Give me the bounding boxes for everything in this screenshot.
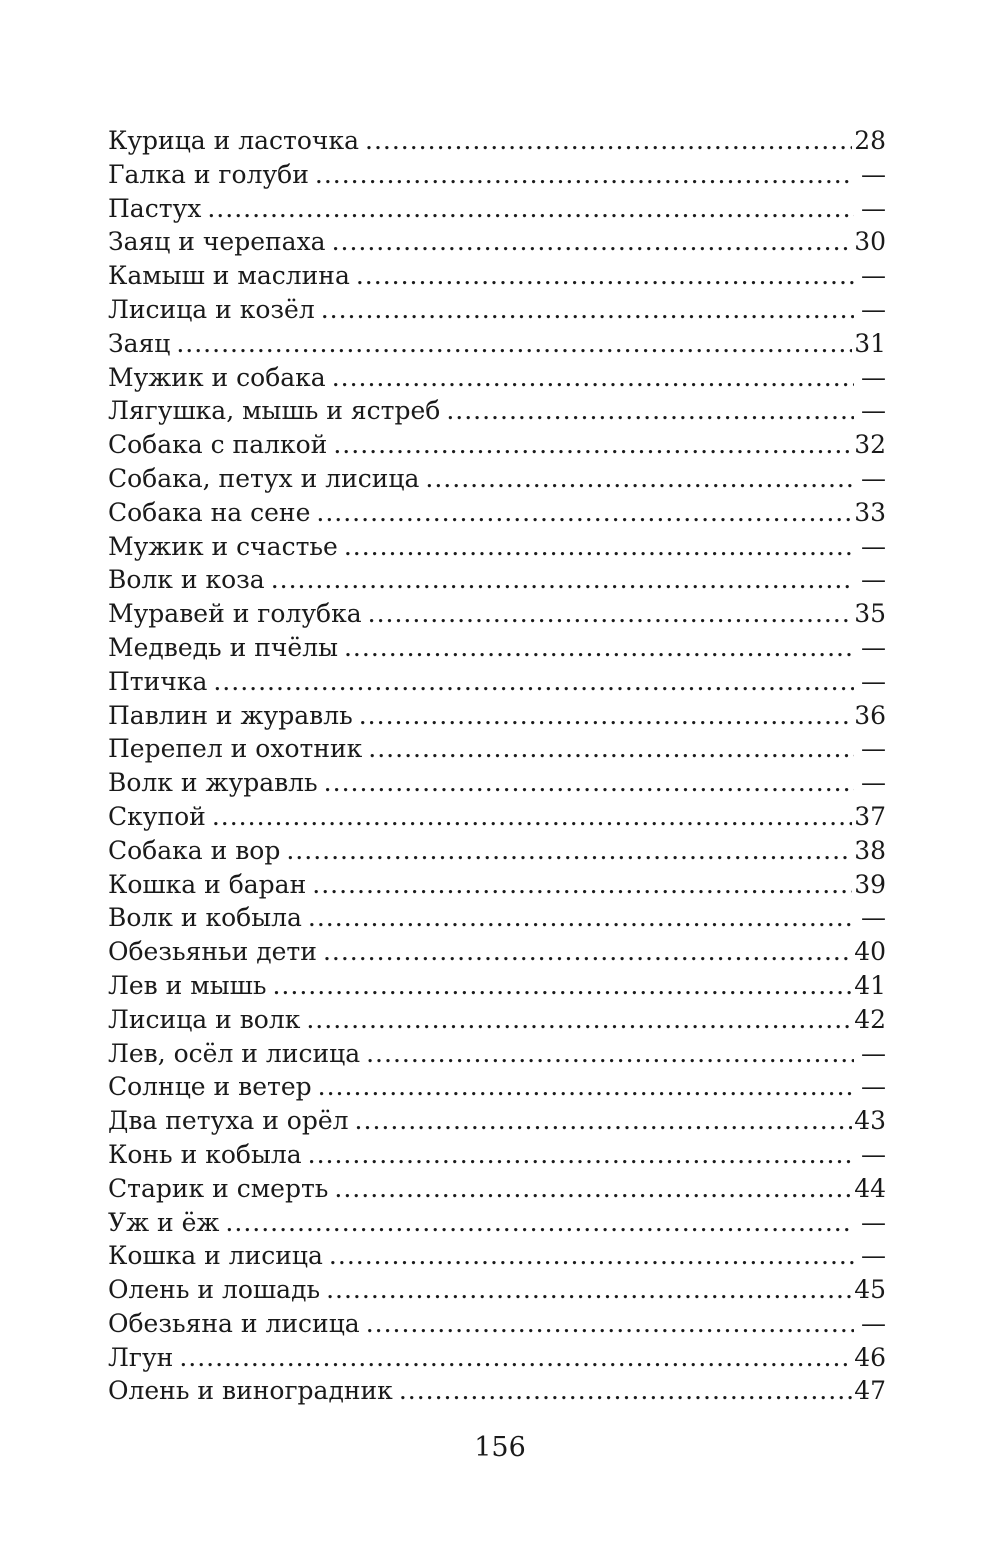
toc-entry-title: Лягушка, мышь и ястреб (108, 396, 441, 426)
toc-entry-title: Собака и вор (108, 835, 281, 865)
toc-entry-page: 32 (854, 430, 886, 460)
dot-leader (207, 192, 854, 226)
toc-entry-title: Пастух (108, 193, 202, 223)
page-number: 156 (474, 1432, 526, 1463)
toc-entry-title: Муравей и голубка (108, 599, 362, 629)
toc-entry[interactable] (108, 530, 886, 564)
toc-entry[interactable] (108, 1172, 886, 1206)
toc-entry-page: — (861, 531, 886, 561)
toc-entry[interactable] (108, 834, 886, 868)
toc-entry[interactable] (108, 428, 886, 462)
toc-entry[interactable] (108, 563, 886, 597)
dot-leader (271, 563, 854, 597)
toc-entry-title: Волк и коза (108, 565, 265, 595)
toc-entry-page: — (861, 294, 886, 324)
toc-entry[interactable] (108, 868, 886, 902)
toc-entry-page: 40 (854, 937, 886, 967)
dot-leader (344, 530, 854, 564)
dot-leader (286, 834, 852, 868)
toc-entry-page: 42 (854, 1004, 886, 1034)
toc-entry-title: Скупой (108, 801, 206, 831)
toc-entry[interactable] (108, 699, 886, 733)
toc-entry-title: Мужик и счастье (108, 531, 338, 561)
toc-entry[interactable] (108, 293, 886, 327)
toc-entry[interactable] (108, 192, 886, 226)
toc-entry-page: 43 (854, 1106, 886, 1136)
toc-entry-page: 28 (854, 126, 886, 155)
dot-leader (356, 259, 854, 293)
toc-entry-title: Камыш и маслина (108, 261, 350, 291)
toc-entry-title: Павлин и журавль (108, 700, 353, 730)
toc-entry[interactable] (108, 158, 886, 192)
toc-entry-page: — (861, 734, 886, 764)
dot-leader (425, 462, 854, 496)
toc-entry-title: Солнце и ветер (108, 1072, 312, 1102)
dot-leader (344, 631, 854, 665)
toc-entry[interactable] (108, 732, 886, 766)
toc-entry-page: 46 (854, 1342, 886, 1372)
dot-leader (359, 699, 852, 733)
dot-leader (315, 158, 854, 192)
toc-entry[interactable] (108, 597, 886, 631)
toc-entry-title: Уж и ёж (108, 1207, 220, 1237)
toc-entry[interactable] (108, 1273, 886, 1307)
dot-leader (446, 394, 854, 428)
toc-entry-title: Перепел и охотник (108, 734, 363, 764)
dot-leader (324, 766, 854, 800)
toc-entry-title: Собака на сене (108, 497, 311, 527)
toc-entry[interactable] (108, 631, 886, 665)
dot-leader (365, 124, 852, 158)
toc-entry-page: — (861, 1072, 886, 1102)
dot-leader (329, 1239, 854, 1273)
toc-entry-page: — (861, 1207, 886, 1237)
dot-leader (368, 597, 853, 631)
toc-entry[interactable] (108, 259, 886, 293)
toc-entry-title: Лисица и козёл (108, 294, 315, 324)
toc-entry-page: — (861, 362, 886, 392)
toc-entry-page: 33 (854, 497, 886, 527)
toc-entry[interactable] (108, 1206, 886, 1240)
toc-entry[interactable] (108, 124, 886, 158)
toc-entry[interactable] (108, 1070, 886, 1104)
toc-entry-title: Лев и мышь (108, 970, 267, 1000)
toc-entry-title: Обезьяньи дети (108, 937, 317, 967)
dot-leader (326, 1273, 852, 1307)
toc-entry-page: — (861, 632, 886, 662)
dot-leader (333, 428, 852, 462)
dot-leader (366, 1307, 854, 1341)
toc-entry-title: Старик и смерть (108, 1173, 329, 1203)
toc-entry-title: Лев, осёл и лисица (108, 1038, 361, 1068)
toc-entry-page: — (861, 193, 886, 223)
dot-leader (176, 327, 852, 361)
toc-entry-title: Заяц (108, 328, 171, 358)
toc-entry-page: — (861, 396, 886, 426)
toc-entry-title: Собака, петух и лисица (108, 463, 420, 493)
toc-entry[interactable] (108, 462, 886, 496)
dot-leader (318, 1070, 854, 1104)
toc-entry-page: — (861, 1139, 886, 1169)
toc-entry[interactable] (108, 800, 886, 834)
toc-entry[interactable] (108, 394, 886, 428)
toc-entry-title: Медведь и пчёлы (108, 632, 338, 662)
dot-leader (399, 1374, 852, 1408)
toc-entry[interactable] (108, 1374, 886, 1408)
toc-entry-page: 44 (854, 1173, 886, 1203)
toc-entry[interactable] (108, 327, 886, 361)
toc-entry[interactable] (108, 1239, 886, 1273)
toc-entry-page: — (861, 463, 886, 493)
toc-entry-title: Волк и журавль (108, 768, 318, 798)
toc-entry[interactable] (108, 225, 886, 259)
toc-entry[interactable] (108, 496, 886, 530)
dot-leader (368, 732, 854, 766)
toc-entry-title: Волк и кобыла (108, 903, 302, 933)
toc-entry-title: Галка и голуби (108, 159, 309, 189)
toc-entry-page: 37 (854, 801, 886, 831)
toc-entry-page: 47 (854, 1376, 886, 1406)
toc-entry-page: — (861, 666, 886, 696)
toc-entry-title: Два петуха и орёл (108, 1106, 349, 1136)
toc-entry[interactable] (108, 1104, 886, 1138)
toc-entry-title: Курица и ласточка (108, 126, 359, 155)
dot-leader (179, 1341, 852, 1375)
toc-entry-page: — (861, 768, 886, 798)
toc-entry-title: Птичка (108, 666, 208, 696)
toc-entry[interactable] (108, 969, 886, 1003)
toc-entry-page: — (861, 565, 886, 595)
dot-leader (355, 1104, 853, 1138)
toc-entry-title: Обезьяна и лисица (108, 1308, 360, 1338)
toc-entry[interactable] (108, 1003, 886, 1037)
toc-entry-page: — (861, 159, 886, 189)
dot-leader (308, 901, 854, 935)
toc-entry-page: 45 (854, 1275, 886, 1305)
toc-entry-page: — (861, 261, 886, 291)
toc-entry[interactable] (108, 1037, 886, 1071)
dot-leader (272, 969, 852, 1003)
dot-leader (306, 1003, 852, 1037)
dot-leader (225, 1206, 854, 1240)
table-of-contents (108, 124, 886, 1408)
toc-entry[interactable] (108, 935, 886, 969)
dot-leader (321, 293, 854, 327)
dot-leader (212, 800, 852, 834)
toc-entry[interactable] (108, 361, 886, 395)
toc-entry-title: Олень и виноградник (108, 1376, 393, 1406)
toc-entry-page: 39 (854, 869, 886, 899)
dot-leader (312, 868, 852, 902)
toc-entry-page: 36 (854, 700, 886, 730)
toc-entry-page: 38 (854, 835, 886, 865)
dot-leader (213, 665, 854, 699)
dot-leader (316, 496, 852, 530)
toc-entry-title: Лгун (108, 1342, 174, 1372)
toc-entry-title: Кошка и лисица (108, 1241, 323, 1271)
toc-entry-page: 35 (854, 599, 886, 629)
toc-entry-page: 30 (854, 227, 886, 257)
dot-leader (323, 935, 852, 969)
toc-entry[interactable] (108, 1138, 886, 1172)
toc-entry-page: — (861, 1038, 886, 1068)
toc-entry[interactable] (108, 766, 886, 800)
toc-entry-page: — (861, 903, 886, 933)
toc-entry-title: Лисица и волк (108, 1004, 301, 1034)
toc-entry-page: 31 (854, 328, 886, 358)
toc-entry-title: Олень и лошадь (108, 1275, 321, 1305)
toc-entry-title: Мужик и собака (108, 362, 326, 392)
toc-entry-page: — (861, 1308, 886, 1338)
dot-leader (308, 1138, 854, 1172)
toc-entry-page: — (861, 1241, 886, 1271)
toc-entry[interactable] (108, 901, 886, 935)
toc-entry-page: 41 (854, 970, 886, 1000)
toc-entry-title: Кошка и баран (108, 869, 307, 899)
toc-entry[interactable] (108, 1341, 886, 1375)
dot-leader (366, 1037, 854, 1071)
dot-leader (332, 225, 853, 259)
toc-entry-title: Заяц и черепаха (108, 227, 326, 257)
toc-entry-title: Конь и кобыла (108, 1139, 302, 1169)
dot-leader (332, 361, 854, 395)
toc-entry[interactable] (108, 1307, 886, 1341)
toc-entry-title: Собака с палкой (108, 430, 328, 460)
dot-leader (334, 1172, 852, 1206)
toc-entry[interactable] (108, 665, 886, 699)
